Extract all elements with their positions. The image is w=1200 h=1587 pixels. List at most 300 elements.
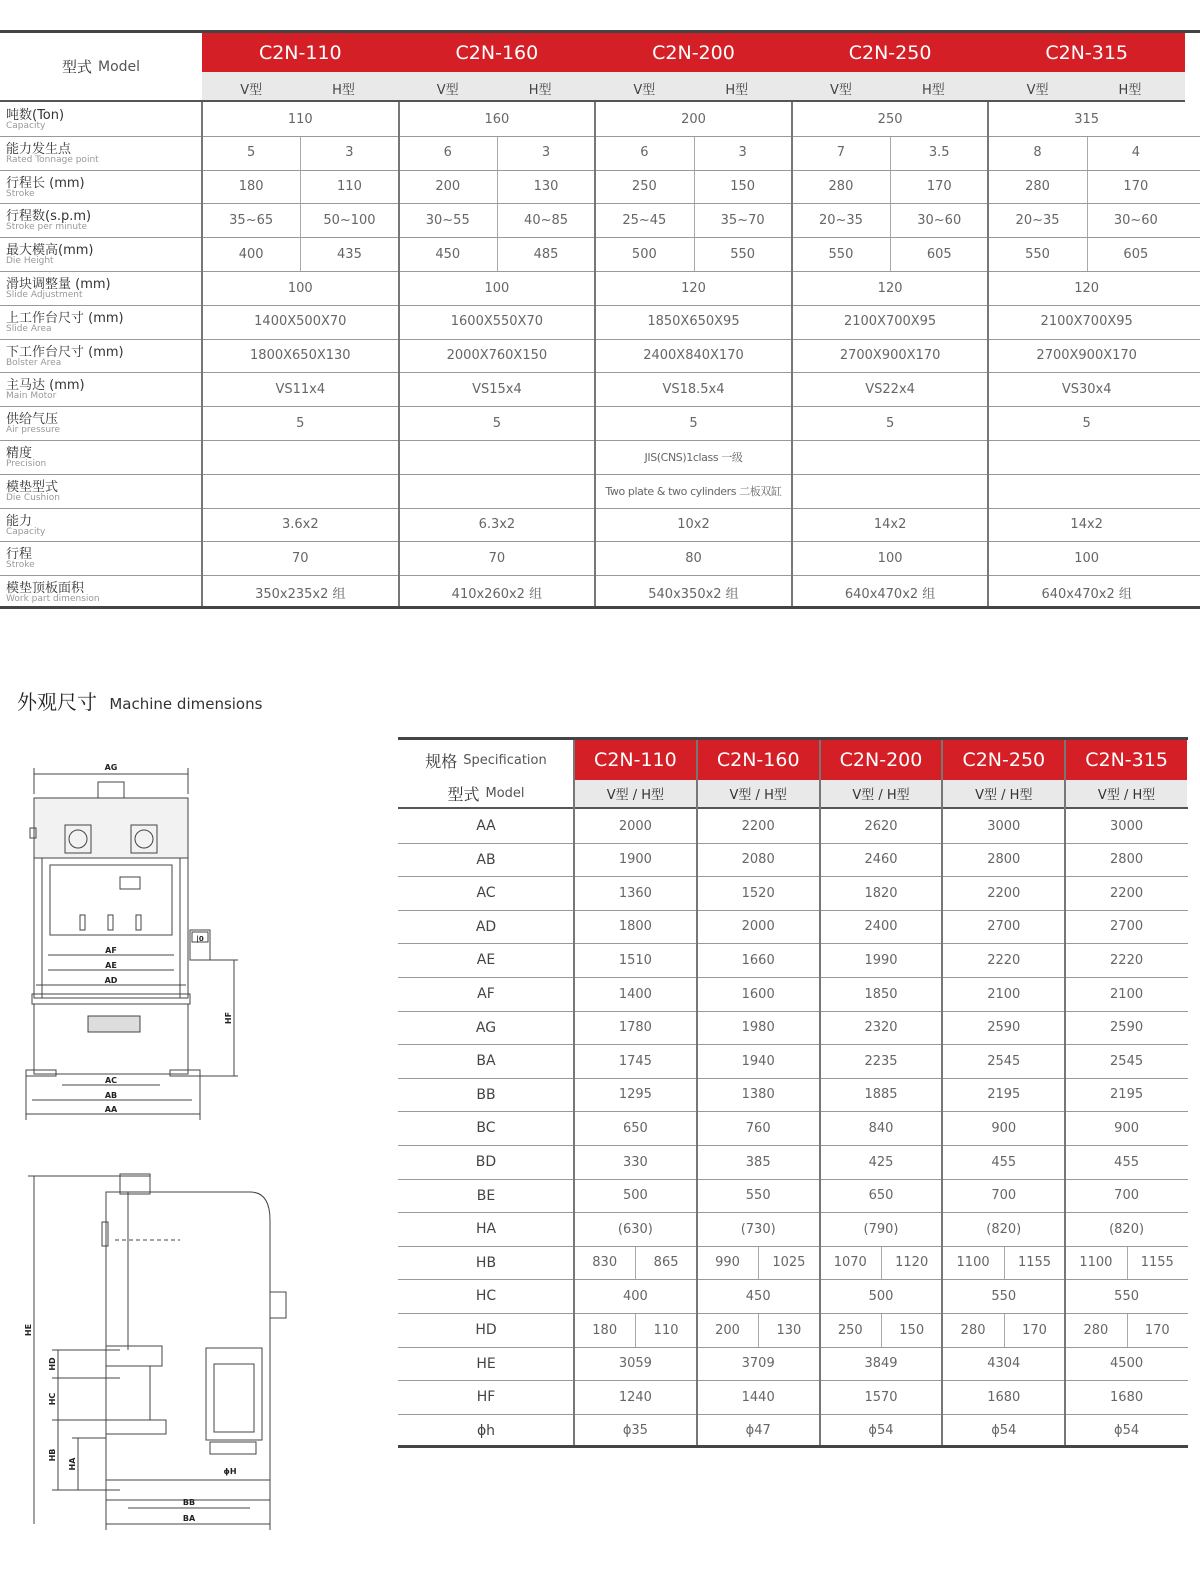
dim-cell: ϕ35 xyxy=(622,1423,648,1439)
dim-cell: 1745 xyxy=(618,1053,652,1069)
dim-cell: 3709 xyxy=(741,1356,775,1372)
dim-row-divider xyxy=(398,1246,1188,1247)
dim-cell: 2320 xyxy=(864,1020,898,1036)
dim-column-divider xyxy=(1064,740,1066,1447)
model-header-c2n-315: C2N-315 xyxy=(988,33,1185,72)
label-hb: HB xyxy=(48,1448,57,1462)
spec-cell: 14x2 xyxy=(1070,517,1103,533)
dim-row-code: HB xyxy=(475,1254,497,1271)
dim-cell: 700 xyxy=(1114,1188,1139,1204)
dim-cell: 840 xyxy=(868,1120,894,1136)
spec-column-divider xyxy=(398,102,400,609)
model-header-c2n-160: C2N-160 xyxy=(399,33,596,72)
spec-cell: VS30x4 xyxy=(1061,381,1112,397)
dim-cell: 450 xyxy=(745,1288,771,1304)
spec-cell: 100 xyxy=(877,550,903,566)
dim-row-divider xyxy=(398,843,1188,844)
spec-cell-v: 280 xyxy=(828,179,854,195)
spec-row-label-en: Slide Adjustment xyxy=(6,290,83,300)
dim-cell-v: 200 xyxy=(715,1322,740,1338)
dim-cell: 425 xyxy=(868,1154,894,1170)
dim-row-divider xyxy=(398,1011,1188,1012)
dim-cell: 650 xyxy=(622,1120,648,1136)
spec-cell: 5 xyxy=(885,415,895,431)
table-bottom-rule xyxy=(0,606,1200,609)
dim-table-bottom-rule xyxy=(398,1445,1188,1448)
dim-cell: ϕ54 xyxy=(868,1423,894,1439)
spec-cell-v: 200 xyxy=(435,179,461,195)
spec-row-label-en: Slide Area xyxy=(6,323,52,334)
spec-inner-divider xyxy=(694,170,695,204)
h-type-label: H型 xyxy=(528,83,552,98)
label-bb: BB xyxy=(182,1498,196,1507)
spec-row-label-cn: 行程数(s.p.m) xyxy=(6,209,92,225)
spec-row-label xyxy=(0,305,202,339)
spec-cell-h: 3 xyxy=(738,145,747,161)
dim-column-divider xyxy=(941,740,943,1447)
dim-cell: 3000 xyxy=(987,818,1021,834)
dim-inner-divider xyxy=(635,1246,636,1280)
model-label-cn: 型式 xyxy=(61,58,92,76)
model-subheader xyxy=(792,72,989,102)
dim-cell: ϕ47 xyxy=(745,1423,771,1439)
model-header-c2n-110: C2N-110 xyxy=(202,33,399,72)
dim-cell: 2200 xyxy=(987,885,1021,901)
spec-inner-divider xyxy=(300,170,301,204)
dim-cell: 1800 xyxy=(618,919,652,935)
spec-row-divider xyxy=(0,372,1200,373)
spec-column-divider xyxy=(791,102,793,609)
spec-cell-v: 550 xyxy=(828,246,854,262)
spec-row-divider xyxy=(0,136,1200,137)
dim-cell-h: 170 xyxy=(1022,1322,1047,1338)
dim-cell: 550 xyxy=(991,1288,1017,1304)
dim-cell: 2400 xyxy=(864,919,898,935)
dim-cell: 1820 xyxy=(864,885,898,901)
model-subheader xyxy=(595,72,792,102)
dim-cell-h: 1155 xyxy=(1017,1255,1052,1271)
spec-cell-h: 35~70 xyxy=(720,212,765,228)
spec-cell: 1850X650X95 xyxy=(647,314,740,330)
spec-row-label-en: Rated Tonnage point xyxy=(6,154,99,165)
dim-row-divider xyxy=(398,1179,1188,1180)
spec-cell-v: 6 xyxy=(640,145,649,161)
dim-row-code: HD xyxy=(475,1322,497,1338)
dim-row-code: HE xyxy=(476,1355,496,1372)
label-hd: HD xyxy=(48,1357,57,1371)
spec-cell-h: 150 xyxy=(730,179,756,195)
dim-cell-v: 830 xyxy=(592,1255,618,1271)
model-header-c2n-250: C2N-250 xyxy=(792,33,989,72)
dim-cell: 700 xyxy=(991,1188,1017,1204)
model-subheader xyxy=(988,72,1185,102)
spec-inner-divider xyxy=(497,237,498,271)
spec-cell-v: 7 xyxy=(836,145,846,161)
dim-inner-divider xyxy=(758,1246,759,1280)
spec-row-divider xyxy=(0,203,1200,204)
dim-row-divider xyxy=(398,876,1188,877)
spec-cell-v: 250 xyxy=(631,179,657,195)
dim-inner-divider xyxy=(1127,1313,1128,1347)
spec-cell: 10x2 xyxy=(677,517,710,533)
spec-cell-h: 110 xyxy=(337,179,362,195)
spec-row-label-en: Precision xyxy=(6,459,47,469)
dim-cell: (790) xyxy=(863,1221,899,1237)
spec-row-label-en: Die Height xyxy=(6,256,54,267)
spec-inner-divider xyxy=(890,136,891,170)
label-panel: |0 xyxy=(196,935,204,943)
spec-cell: 350x235x2 组 xyxy=(255,586,346,602)
spec-cell: 2100X700X95 xyxy=(843,314,937,330)
dim-row-code: BD xyxy=(475,1154,497,1170)
dim-cell-h: 130 xyxy=(776,1322,802,1338)
spec-cell: 6.3x2 xyxy=(478,517,516,533)
dim-cell: 4304 xyxy=(987,1356,1021,1372)
spec-column-divider xyxy=(987,102,989,609)
dim-cell: 1360 xyxy=(618,885,652,901)
spec-cell: 5 xyxy=(296,415,305,431)
spec-row-label-en: Stroke xyxy=(6,188,35,199)
spec-inner-divider xyxy=(694,237,695,271)
label-af: AF xyxy=(105,946,117,955)
spec-cell: 2400X840X170 xyxy=(643,348,744,364)
dim-cell: (630) xyxy=(617,1221,653,1237)
dim-cell: 3059 xyxy=(618,1356,652,1372)
dim-row-code: AB xyxy=(476,851,496,868)
dim-cell: 3000 xyxy=(1110,818,1144,834)
spec-cell-v: 5 xyxy=(247,145,256,161)
dim-cell: 2545 xyxy=(987,1053,1021,1069)
dim-cell: 2000 xyxy=(741,919,775,935)
spec-cell: VS15x4 xyxy=(472,381,522,397)
spec-cell: 70 xyxy=(292,550,309,566)
dim-row-code: AG xyxy=(475,1019,497,1036)
spec-cell: 540x350x2 组 xyxy=(648,586,739,602)
dim-cell: 2620 xyxy=(864,818,898,834)
dim-cell-v: 280 xyxy=(960,1322,986,1338)
spec-cell-h: 3 xyxy=(541,145,551,161)
spec-row-label-en: Stroke per minute xyxy=(6,222,88,233)
v-type-label: V型 xyxy=(1026,83,1049,98)
spec-cell: 5 xyxy=(689,415,698,431)
spec-cell-v: 400 xyxy=(238,246,264,262)
dim-model-header-c2n-110: C2N-110 xyxy=(575,740,696,780)
spec-cell: 2100X700X95 xyxy=(1040,314,1133,330)
dim-cell: 1240 xyxy=(618,1389,652,1405)
spec-cell-v: 35~65 xyxy=(229,212,274,228)
label-hf: HF xyxy=(224,1011,233,1025)
dim-cell: 900 xyxy=(991,1120,1017,1136)
h-type-label: H型 xyxy=(725,83,749,98)
dimensions-title-en: Machine dimensions xyxy=(109,695,263,713)
spec-cell-h: 4 xyxy=(1131,145,1140,161)
spec-inner-divider xyxy=(1087,170,1088,204)
spec-row-label-cn: 模垫型式 xyxy=(6,479,59,495)
model-header-label xyxy=(0,33,202,102)
spec-inner-divider xyxy=(300,136,301,170)
dim-row-divider xyxy=(398,1313,1188,1314)
dim-cell: 2200 xyxy=(741,818,775,834)
dim-cell: 1400 xyxy=(618,986,652,1002)
spec-column-divider xyxy=(594,102,596,609)
label-hc: HC xyxy=(48,1392,57,1406)
dim-model-label-cn: 型式 xyxy=(447,785,480,804)
spec-row-label-cn: 模垫顶板面积 xyxy=(6,581,85,597)
spec-cell-v: 550 xyxy=(1025,246,1050,262)
dim-cell: 1900 xyxy=(618,852,652,868)
spec-cell: 120 xyxy=(877,280,903,296)
spec-row-label-cn: 下工作台尺寸 (mm) xyxy=(6,344,124,360)
dimensions-heading xyxy=(17,686,262,715)
dim-vh-label: V型 / H型 xyxy=(821,780,942,807)
dim-row-divider xyxy=(398,977,1188,978)
dim-row-divider xyxy=(398,910,1188,911)
dim-cell: 500 xyxy=(868,1288,894,1304)
spec-cell: 2700X900X170 xyxy=(839,348,941,364)
model-label-en: Model xyxy=(97,58,141,75)
front-view-drawing xyxy=(20,760,250,1130)
label-ba: BA xyxy=(182,1514,196,1523)
spec-cell: VS22x4 xyxy=(865,381,915,397)
spec-cell-v: 8 xyxy=(1033,145,1042,161)
dim-cell-v: 1100 xyxy=(956,1255,990,1271)
spec-cell: 100 xyxy=(287,280,313,296)
dim-cell-v: 180 xyxy=(592,1322,618,1338)
dim-cell: 1885 xyxy=(864,1087,898,1103)
spec-cell-v: 280 xyxy=(1025,179,1050,195)
dim-model-header-c2n-250: C2N-250 xyxy=(943,740,1064,780)
spec-cell: 5 xyxy=(492,415,502,431)
spec-cell: 120 xyxy=(681,280,706,296)
dim-cell: 1990 xyxy=(864,952,898,968)
spec-cell: VS18.5x4 xyxy=(662,381,725,397)
dim-cell: 2195 xyxy=(987,1087,1021,1103)
spec-cell-v: 25~45 xyxy=(622,212,667,228)
spec-row-label-en: Air pressure xyxy=(6,425,61,436)
dimension-table xyxy=(398,737,1188,1449)
spec-cell-h: 170 xyxy=(1123,179,1149,195)
dim-inner-divider xyxy=(1127,1246,1128,1280)
dim-cell: 455 xyxy=(1114,1154,1139,1170)
spec-row-label-en: Capacity xyxy=(6,121,46,131)
spec-row-divider xyxy=(0,575,1200,576)
spec-row-label-cn: 精度 xyxy=(6,446,33,461)
dim-cell: 2080 xyxy=(741,852,775,868)
spec-cell: 160 xyxy=(484,111,510,127)
label-ha: HA xyxy=(68,1457,77,1471)
dim-cell: 2220 xyxy=(1110,952,1144,968)
spec-cell: 3.6x2 xyxy=(281,517,319,533)
spec-row-label-en: Main Motor xyxy=(6,391,57,402)
spec-column-divider xyxy=(201,102,203,609)
spec-cell-v: 500 xyxy=(631,246,657,262)
label-aa: AA xyxy=(104,1105,118,1114)
dim-cell-h: 150 xyxy=(899,1322,925,1338)
dim-row-code: AD xyxy=(475,918,497,935)
dim-vh-label: V型 / H型 xyxy=(698,780,819,807)
spec-row-label xyxy=(0,474,202,508)
dim-cell-v: 990 xyxy=(715,1255,740,1271)
spec-inner-divider xyxy=(497,170,498,204)
spec-row-label xyxy=(0,136,202,170)
dim-cell: (820) xyxy=(1109,1221,1145,1237)
v-type-label: V型 xyxy=(829,83,852,98)
dim-cell: ϕ54 xyxy=(1114,1423,1140,1439)
dim-cell: 2195 xyxy=(1110,1087,1144,1103)
dim-vh-label: V型 / H型 xyxy=(575,780,696,807)
dim-cell-v: 250 xyxy=(837,1322,863,1338)
dim-row-divider xyxy=(398,1414,1188,1415)
spec-cell-h: 605 xyxy=(1123,246,1149,262)
dimensions-title-cn: 外观尺寸 xyxy=(17,690,97,714)
dim-cell: 2100 xyxy=(987,986,1021,1002)
dim-column-divider xyxy=(819,740,821,1447)
spec-cell: 1600X550X70 xyxy=(450,314,544,330)
model-subheader xyxy=(399,72,596,102)
spec-row-divider xyxy=(0,440,1200,441)
dim-inner-divider xyxy=(758,1313,759,1347)
spec-row-label-cn: 吨数(Ton) xyxy=(6,108,65,123)
spec-cell-h: 50~100 xyxy=(323,212,376,228)
dim-cell: 1510 xyxy=(618,952,652,968)
dim-row-code: AF xyxy=(477,986,495,1002)
dim-row-code: HA xyxy=(475,1221,497,1238)
v-type-label: V型 xyxy=(633,83,656,98)
spec-inner-divider xyxy=(300,203,301,237)
dim-cell: 2220 xyxy=(987,952,1021,968)
spec-cell-h: 3.5 xyxy=(928,145,950,161)
spec-row-label-cn: 能力 xyxy=(6,513,33,529)
spec-cell: 120 xyxy=(1074,280,1100,296)
dim-cell: 2100 xyxy=(1110,986,1144,1002)
spec-row-divider xyxy=(0,541,1200,542)
dim-cell: 400 xyxy=(622,1288,648,1304)
dim-cell: ϕ54 xyxy=(991,1423,1017,1439)
spec-cell: 110 xyxy=(287,111,313,127)
dim-cell: 2545 xyxy=(1110,1053,1144,1069)
spec-row-label xyxy=(0,237,202,271)
spec-cell: 315 xyxy=(1074,111,1100,127)
dim-model-header-c2n-315: C2N-315 xyxy=(1066,740,1187,780)
dim-vh-label: V型 / H型 xyxy=(943,780,1064,807)
spec-row-label-cn: 能力发生点 xyxy=(6,141,72,157)
spec-cell-merged: JIS(CNS)1class 一级 xyxy=(644,451,743,464)
spec-cell: 100 xyxy=(484,280,510,296)
dim-cell-h: 1155 xyxy=(1140,1255,1174,1271)
dim-row-divider xyxy=(398,1347,1188,1348)
dim-inner-divider xyxy=(881,1313,882,1347)
spec-row-divider xyxy=(0,237,1200,238)
spec-row-label xyxy=(0,102,202,136)
dim-model-label-en: Model xyxy=(485,786,525,801)
dim-cell: 385 xyxy=(745,1154,771,1170)
spec-cell-v: 450 xyxy=(435,246,461,262)
spec-cell: 200 xyxy=(681,111,706,127)
dim-cell: 2590 xyxy=(1110,1020,1144,1036)
spec-row-divider xyxy=(0,305,1200,306)
spec-inner-divider xyxy=(300,237,301,271)
dim-model-header-c2n-160: C2N-160 xyxy=(698,740,819,780)
spec-cell: 640x470x2 组 xyxy=(1041,586,1132,602)
h-type-label: H型 xyxy=(332,83,355,98)
dim-cell: 1940 xyxy=(741,1053,775,1069)
dim-cell: 1680 xyxy=(987,1389,1021,1405)
spec-row-label xyxy=(0,372,202,406)
spec-cell-v: 6 xyxy=(443,145,452,161)
spec-row-divider xyxy=(0,170,1200,171)
dim-cell: 1440 xyxy=(741,1389,775,1405)
dim-inner-divider xyxy=(881,1246,882,1280)
dim-row-code: HF xyxy=(476,1389,496,1406)
dim-cell: 455 xyxy=(991,1154,1017,1170)
spec-row-divider xyxy=(0,508,1200,509)
spec-row-label-cn: 滑块调整量 (mm) xyxy=(6,277,111,292)
spec-row-label xyxy=(0,406,202,440)
spec-cell: 5 xyxy=(1082,415,1091,431)
spec-cell-v: 20~35 xyxy=(1015,212,1060,228)
spec-inner-divider xyxy=(890,170,891,204)
spec-row-label-en: Die Cushion xyxy=(6,492,60,503)
dim-row-code: AE xyxy=(476,952,496,969)
dim-row-divider xyxy=(398,943,1188,944)
dim-cell: 2200 xyxy=(1110,885,1144,901)
dim-cell: 1380 xyxy=(741,1087,775,1103)
dim-column-divider xyxy=(573,740,575,1447)
dim-inner-divider xyxy=(635,1313,636,1347)
spec-cell-v: 20~35 xyxy=(818,212,863,228)
spec-row-divider xyxy=(0,406,1200,407)
dim-row-divider xyxy=(398,1212,1188,1213)
dim-cell-v: 1100 xyxy=(1079,1255,1113,1271)
spec-row-label-cn: 主马达 (mm) xyxy=(6,378,85,394)
dim-cell: 2460 xyxy=(864,852,898,868)
spec-row-label-en: Stroke xyxy=(6,560,35,571)
spec-cell: 80 xyxy=(685,550,702,566)
spec-cell: 70 xyxy=(488,550,506,566)
spec-inner-divider xyxy=(890,237,891,271)
dim-vh-label: V型 / H型 xyxy=(1066,780,1187,807)
spec-cell: 1400X500X70 xyxy=(254,314,347,330)
dim-cell: 4500 xyxy=(1110,1356,1144,1372)
label-he: HE xyxy=(24,1323,33,1337)
model-header-c2n-200: C2N-200 xyxy=(595,33,792,72)
spec-row-label-en: Capacity xyxy=(6,526,46,537)
dim-cell: 500 xyxy=(622,1188,648,1204)
v-type-label: V型 xyxy=(436,83,459,98)
label-phi-h: ϕH xyxy=(223,1467,237,1476)
dim-cell-v: 1070 xyxy=(833,1255,867,1271)
spec-cell-h: 435 xyxy=(337,246,362,262)
dim-cell-h: 110 xyxy=(653,1322,679,1338)
spec-inner-divider xyxy=(1087,237,1088,271)
dim-cell: 2800 xyxy=(987,852,1021,868)
dim-cell-h: 865 xyxy=(653,1255,679,1271)
dim-cell-h: 170 xyxy=(1144,1322,1170,1338)
dim-row-divider xyxy=(398,1145,1188,1146)
dim-cell-h: 1120 xyxy=(895,1255,929,1271)
dim-cell: 550 xyxy=(745,1188,771,1204)
dim-row-code: BA xyxy=(476,1053,496,1070)
spec-inner-divider xyxy=(694,136,695,170)
spec-row-label xyxy=(0,170,202,204)
dim-cell: 1600 xyxy=(741,986,775,1002)
dim-row-divider xyxy=(398,1380,1188,1381)
dim-cell: 1680 xyxy=(1110,1389,1144,1405)
dim-cell: (820) xyxy=(986,1221,1022,1237)
spec-cell-h: 30~60 xyxy=(1113,212,1158,228)
spec-cell: 2000X760X150 xyxy=(446,348,548,364)
spec-inner-divider xyxy=(1087,203,1088,237)
